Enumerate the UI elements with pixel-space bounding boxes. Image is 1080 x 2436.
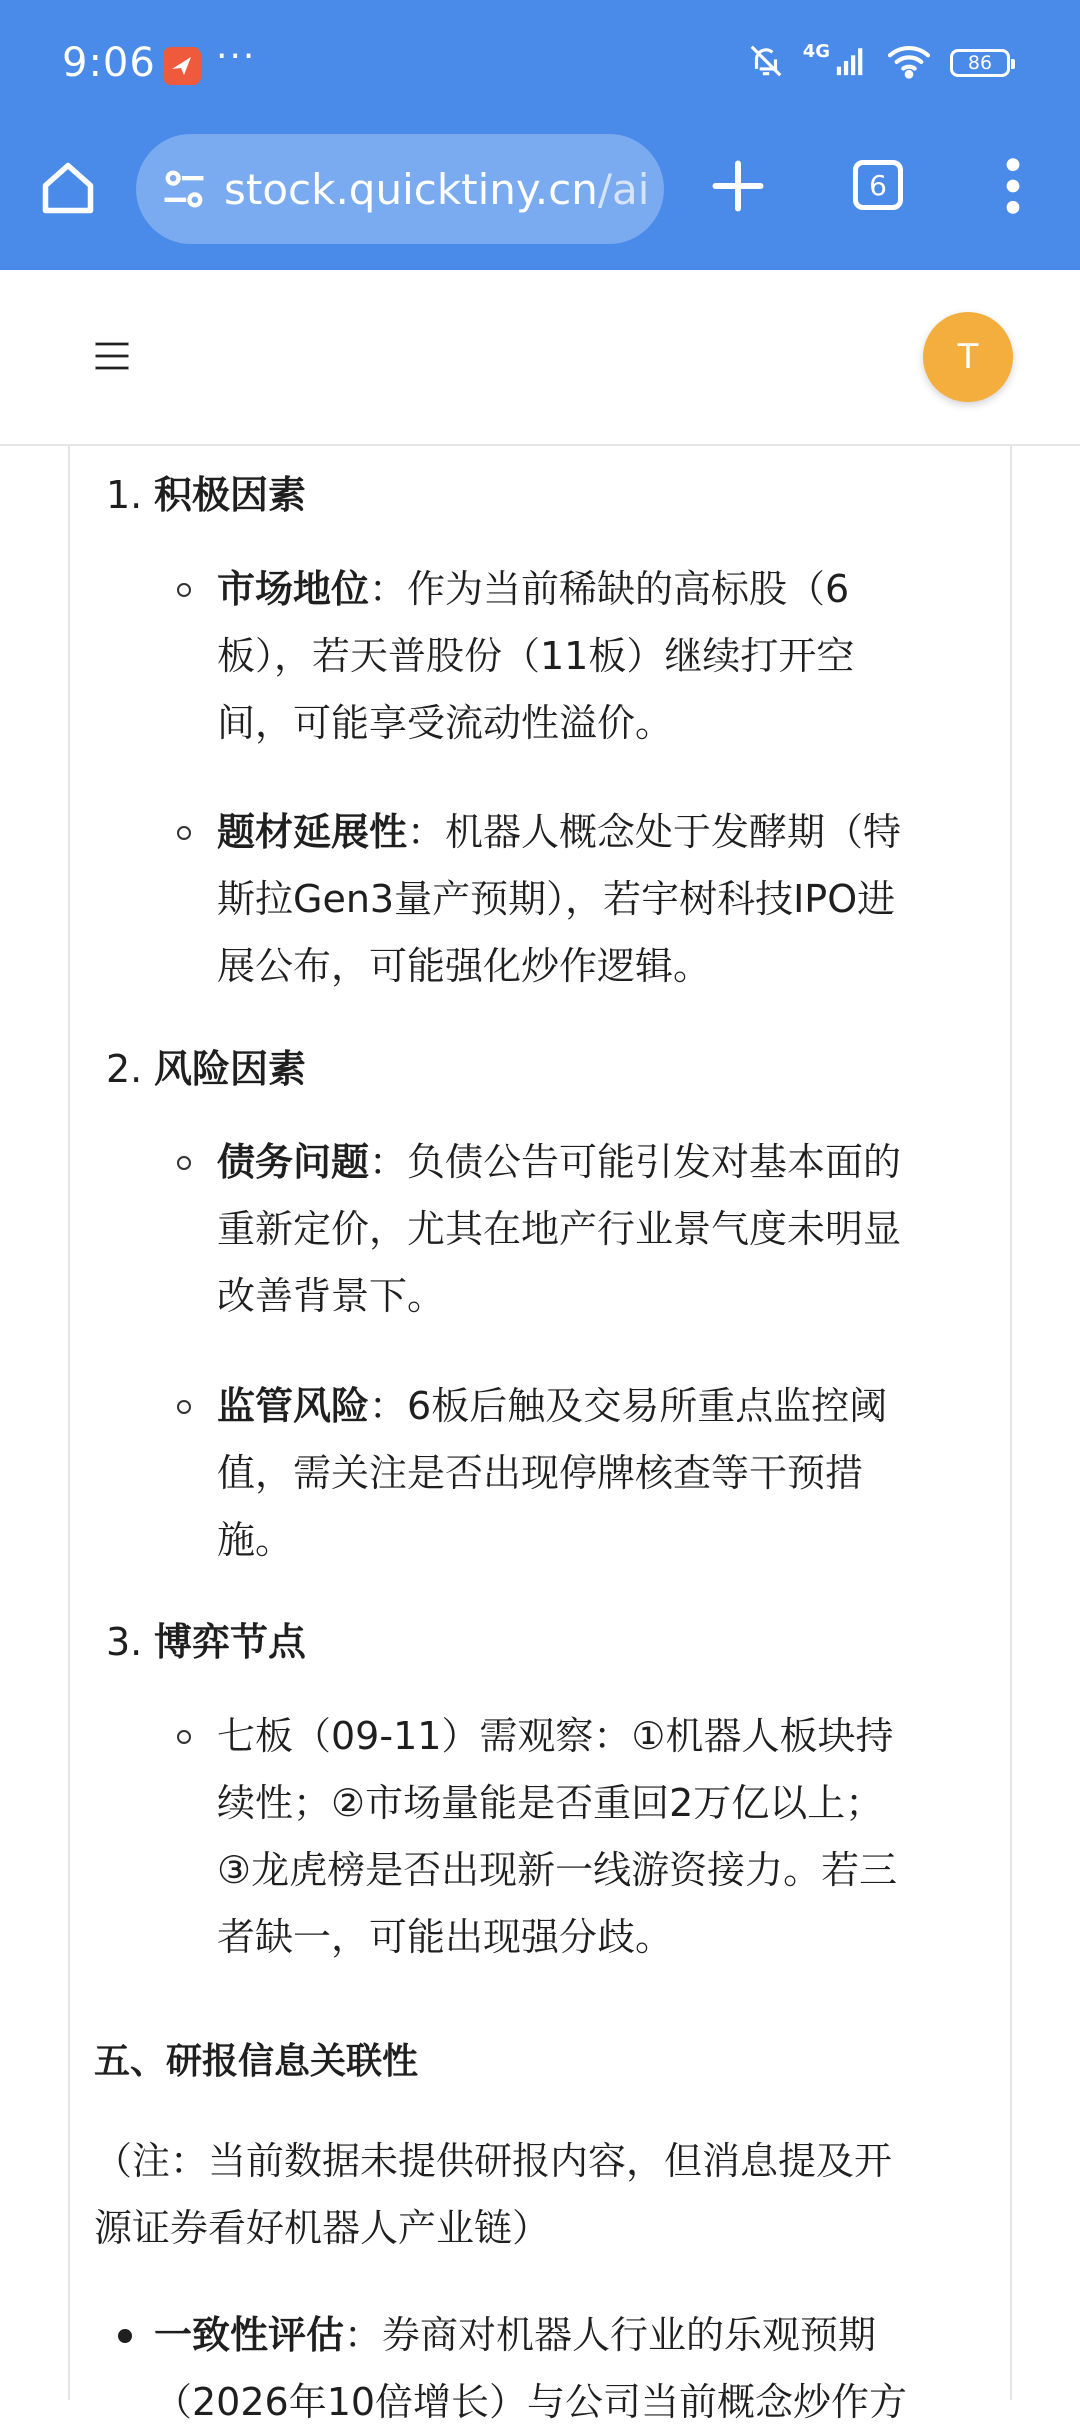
bullet-circle-icon xyxy=(177,583,191,597)
more-menu-icon[interactable] xyxy=(995,154,1031,218)
bullet-text: 展公布，可能强化炒作逻辑。 xyxy=(217,944,712,988)
site-settings-icon[interactable] xyxy=(158,163,210,215)
bullet-text: 改善背景下。 xyxy=(217,1274,446,1318)
avatar-letter: T xyxy=(957,337,979,377)
bullet-text: （2026年10倍增长）与公司当前概念炒作方 xyxy=(154,2380,908,2424)
bullet-text: 间，可能享受流动性溢价。 xyxy=(217,701,674,745)
list-heading: 风险因素 xyxy=(154,1047,307,1091)
bullet-label: 题材延展性 xyxy=(217,810,408,854)
list-item xyxy=(217,1129,901,1196)
bullet-text: 施。 xyxy=(217,1518,294,1562)
bullet-text: ③龙虎榜是否出现新一线游资接力。若三 xyxy=(217,1848,898,1892)
bullet-label: 一致性评估 xyxy=(154,2313,345,2357)
bullet-text: 者缺一，可能出现强分歧。 xyxy=(217,1915,674,1959)
tab-count: 6 xyxy=(869,168,887,202)
url-text[interactable] xyxy=(224,165,649,214)
site-header xyxy=(0,270,1080,446)
bullet-label: 债务问题 xyxy=(217,1140,370,1184)
status-bar xyxy=(0,0,1080,130)
note-text: 源证券看好机器人产业链） xyxy=(94,2206,551,2250)
list-item xyxy=(217,556,849,623)
mute-bell-icon xyxy=(747,42,785,84)
battery-icon xyxy=(950,49,1010,77)
browser-toolbar xyxy=(0,130,1080,270)
network-type: 4G xyxy=(802,40,830,62)
hamburger-menu-icon[interactable] xyxy=(94,338,130,374)
list-item xyxy=(217,1373,887,1440)
bullet-circle-icon xyxy=(177,1156,191,1170)
bullet-label: 监管风险 xyxy=(217,1384,370,1428)
list-item xyxy=(217,799,901,866)
note-text: （注：当前数据未提供研报内容，但消息提及开 xyxy=(94,2139,893,2183)
bullet-label: 市场地位 xyxy=(217,567,370,611)
list-number: 3. xyxy=(106,1620,143,1664)
bullet-text: 斯拉Gen3量产预期），若宇树科技IPO进 xyxy=(217,877,896,921)
bullet-circle-icon xyxy=(177,826,191,840)
bullet-circle-icon xyxy=(177,1400,191,1414)
battery-level: 86 xyxy=(967,52,993,74)
bullet-text: 值，需关注是否出现停牌核查等干预措 xyxy=(217,1451,864,1495)
bullet-dot-icon xyxy=(118,2329,132,2343)
content-card xyxy=(68,446,1012,2424)
tab-switcher-button[interactable] xyxy=(853,160,903,210)
bullet-text: ：负债公告可能引发对基本面的 xyxy=(369,1140,902,1184)
user-avatar[interactable] xyxy=(923,312,1013,402)
bullet-text: 续性；②市场量能是否重回2万亿以上； xyxy=(217,1781,884,1825)
more-notifications-indicator: ··· xyxy=(216,36,257,77)
bullet-text: ：券商对机器人行业的乐观预期 xyxy=(344,2313,877,2357)
bullet-text: ：机器人概念处于发酵期（特 xyxy=(407,810,902,854)
bullet-text: 板），若天普股份（11板）继续打开空 xyxy=(217,634,855,678)
list-heading: 积极因素 xyxy=(154,473,307,517)
list-number: 2. xyxy=(106,1047,143,1091)
bullet-text: 重新定价，尤其在地产行业景气度未明显 xyxy=(217,1207,902,1251)
wifi-icon xyxy=(886,42,932,84)
url-host: stock.quicktiny.cn xyxy=(224,164,598,214)
bullet-text: ：6板后触及交易所重点监控阈 xyxy=(369,1384,888,1428)
bullet-circle-icon xyxy=(177,1730,191,1744)
list-heading: 博弈节点 xyxy=(154,1620,307,1664)
url-path: /ai xyxy=(597,164,650,214)
list-item xyxy=(154,2302,876,2369)
new-tab-button[interactable] xyxy=(708,156,768,216)
signal-icon xyxy=(834,44,868,82)
list-number: 1. xyxy=(106,473,143,517)
bullet-text: ：作为当前稀缺的高标股（6 xyxy=(369,567,850,611)
address-bar[interactable] xyxy=(136,134,664,244)
bullet-text: 七板（09-11）需观察：①机器人板块持 xyxy=(217,1714,894,1758)
app-notification-icon xyxy=(163,47,201,85)
status-time: 9:06 xyxy=(62,40,156,86)
section-heading: 五、研报信息关联性 xyxy=(94,2041,419,2082)
home-button[interactable] xyxy=(38,158,98,218)
